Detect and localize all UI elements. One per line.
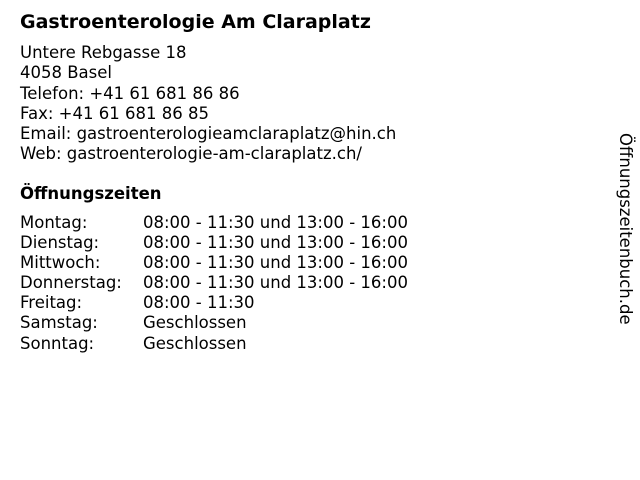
business-name: Gastroenterologie Am Claraplatz: [20, 11, 371, 33]
opening-hours-heading: Öffnungszeiten: [20, 184, 162, 203]
hours-value: 08:00 - 11:30 und 13:00 - 16:00: [143, 253, 408, 273]
site-watermark: Öffnungszeitenbuch.de: [616, 133, 635, 325]
day-label: Donnerstag:: [20, 273, 122, 293]
hours-value: 08:00 - 11:30 und 13:00 - 16:00: [143, 233, 408, 253]
day-label: Mittwoch:: [20, 253, 101, 273]
phone-number: Telefon: +41 61 681 86 86: [20, 83, 240, 103]
day-label: Sonntag:: [20, 333, 95, 353]
fax-number: Fax: +41 61 681 86 85: [20, 103, 209, 123]
day-label: Dienstag:: [20, 233, 100, 253]
hours-value: 08:00 - 11:30 und 13:00 - 16:00: [143, 273, 408, 293]
contact-details: [20, 43, 396, 165]
day-label: Freitag:: [20, 293, 83, 313]
day-label: Samstag:: [20, 313, 98, 333]
hours-value: Geschlossen: [143, 333, 247, 353]
day-label: Montag:: [20, 213, 88, 232]
city: 4058 Basel: [20, 63, 112, 83]
email-address: Email: gastroenterologieamclaraplatz@hin.ch: [20, 124, 397, 144]
hours-value: 08:00 - 11:30 und 13:00 - 16:00: [143, 213, 408, 232]
hours-value: Geschlossen: [143, 313, 247, 333]
hours-value: 08:00 - 11:30: [143, 293, 255, 313]
street-address: Untere Rebgasse 18: [20, 43, 187, 62]
website: Web: gastroenterologie-am-claraplatz.ch/: [20, 144, 362, 164]
